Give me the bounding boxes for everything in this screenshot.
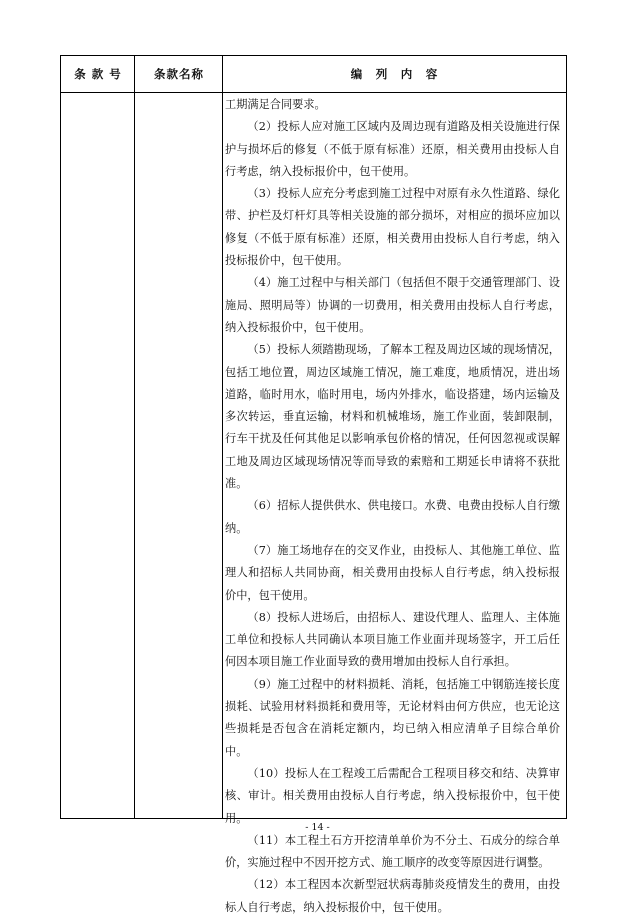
table-header-row bbox=[61, 56, 566, 93]
header-clause-name: 条款名称 bbox=[154, 67, 204, 81]
column-divider bbox=[222, 56, 223, 818]
content-paragraph: 工期满足合同要求。 bbox=[225, 98, 326, 111]
content-paragraph: （9）施工过程中的材料损耗、消耗，包括施工中钢筋连接长度损耗、试验用材料损耗和费用等，无论材料由何方供应，也无论这些损耗是否包含在消耗定额内，均已纳入相应清单子目综合单价中。 bbox=[225, 677, 560, 758]
content-paragraph: （8）投标人进场后，由招标人、建设代理人、监理人、主体施工单位和投标人共同确认本项目施工作业面并现场签字，开工后任何因本项目施工作业面导致的费用增加由投标人自行承担。 bbox=[225, 610, 560, 669]
content-paragraph: （7）施工场地存在的交叉作业，由投标人、其他施工单位、监理人和招标人共同协商，相关费用由投标人自行考虑，纳入投标报价中，包干使用。 bbox=[225, 543, 560, 602]
content-paragraph: （11）本工程土石方开挖清单单价为不分土、石成分的综合单价，实施过程中不因开挖方式、施工顺序的改变等原因进行调整。 bbox=[225, 833, 560, 870]
header-clause-number: 条 款 号 bbox=[74, 67, 122, 81]
content-paragraph: （3）投标人应充分考虑到施工过程中对原有永久性道路、绿化带、护栏及灯杆灯具等相关设施的部分损坏，对相应的损坏应加以修复（不低于原有标准）还原，相关费用由投标人自行考虑，纳入投标报价中，包干使用。 bbox=[225, 187, 560, 268]
header-content: 编 列 内 容 bbox=[350, 67, 439, 81]
content-paragraph: （10）投标人在工程竣工后需配合工程项目移交和结、决算审核、审计。相关费用由投标人自行考虑，纳入投标报价中，包干使用。 bbox=[225, 766, 560, 825]
content-paragraph: （2）投标人应对施工区域内及周边现有道路及相关设施进行保护与损坏后的修复（不低于原有标准）还原，相关费用由投标人自行考虑，纳入投标报价中，包干使用。 bbox=[225, 120, 560, 178]
content-paragraph: （12）本工程因本次新型冠状病毒肺炎疫情发生的费用，由投标人自行考虑，纳入投标报价中，包干使用。 bbox=[225, 878, 560, 914]
page-number: - 14 - bbox=[305, 822, 330, 833]
column-divider bbox=[134, 56, 135, 818]
content-paragraph: （4）施工过程中与相关部门（包括但不限于交通管理部门、设施局、照明局等）协调的一切费用，相关费用由投标人自行考虑，纳入投标报价中，包干使用。 bbox=[225, 276, 560, 334]
content-paragraph: （5）投标人须踏勘现场，了解本工程及周边区域的现场情况，包括工地位置，周边区域施工情况，施工难度，地质情况，进出场道路，临时用水，临时用电，场内外排水，临设搭建，场内运输及多次转运，垂直运输，材料和机械堆场，施工作业面，装卸限制，行车干扰及任何其他足以影响承包价格的情况，任何因忽视或误解工地及周边区域现场情况等而导致的索赔和工期延长申请将不获批准。 bbox=[225, 343, 560, 491]
content-paragraph: （6）招标人提供供水、供电接口。水费、电费由投标人自行缴纳。 bbox=[225, 499, 560, 535]
